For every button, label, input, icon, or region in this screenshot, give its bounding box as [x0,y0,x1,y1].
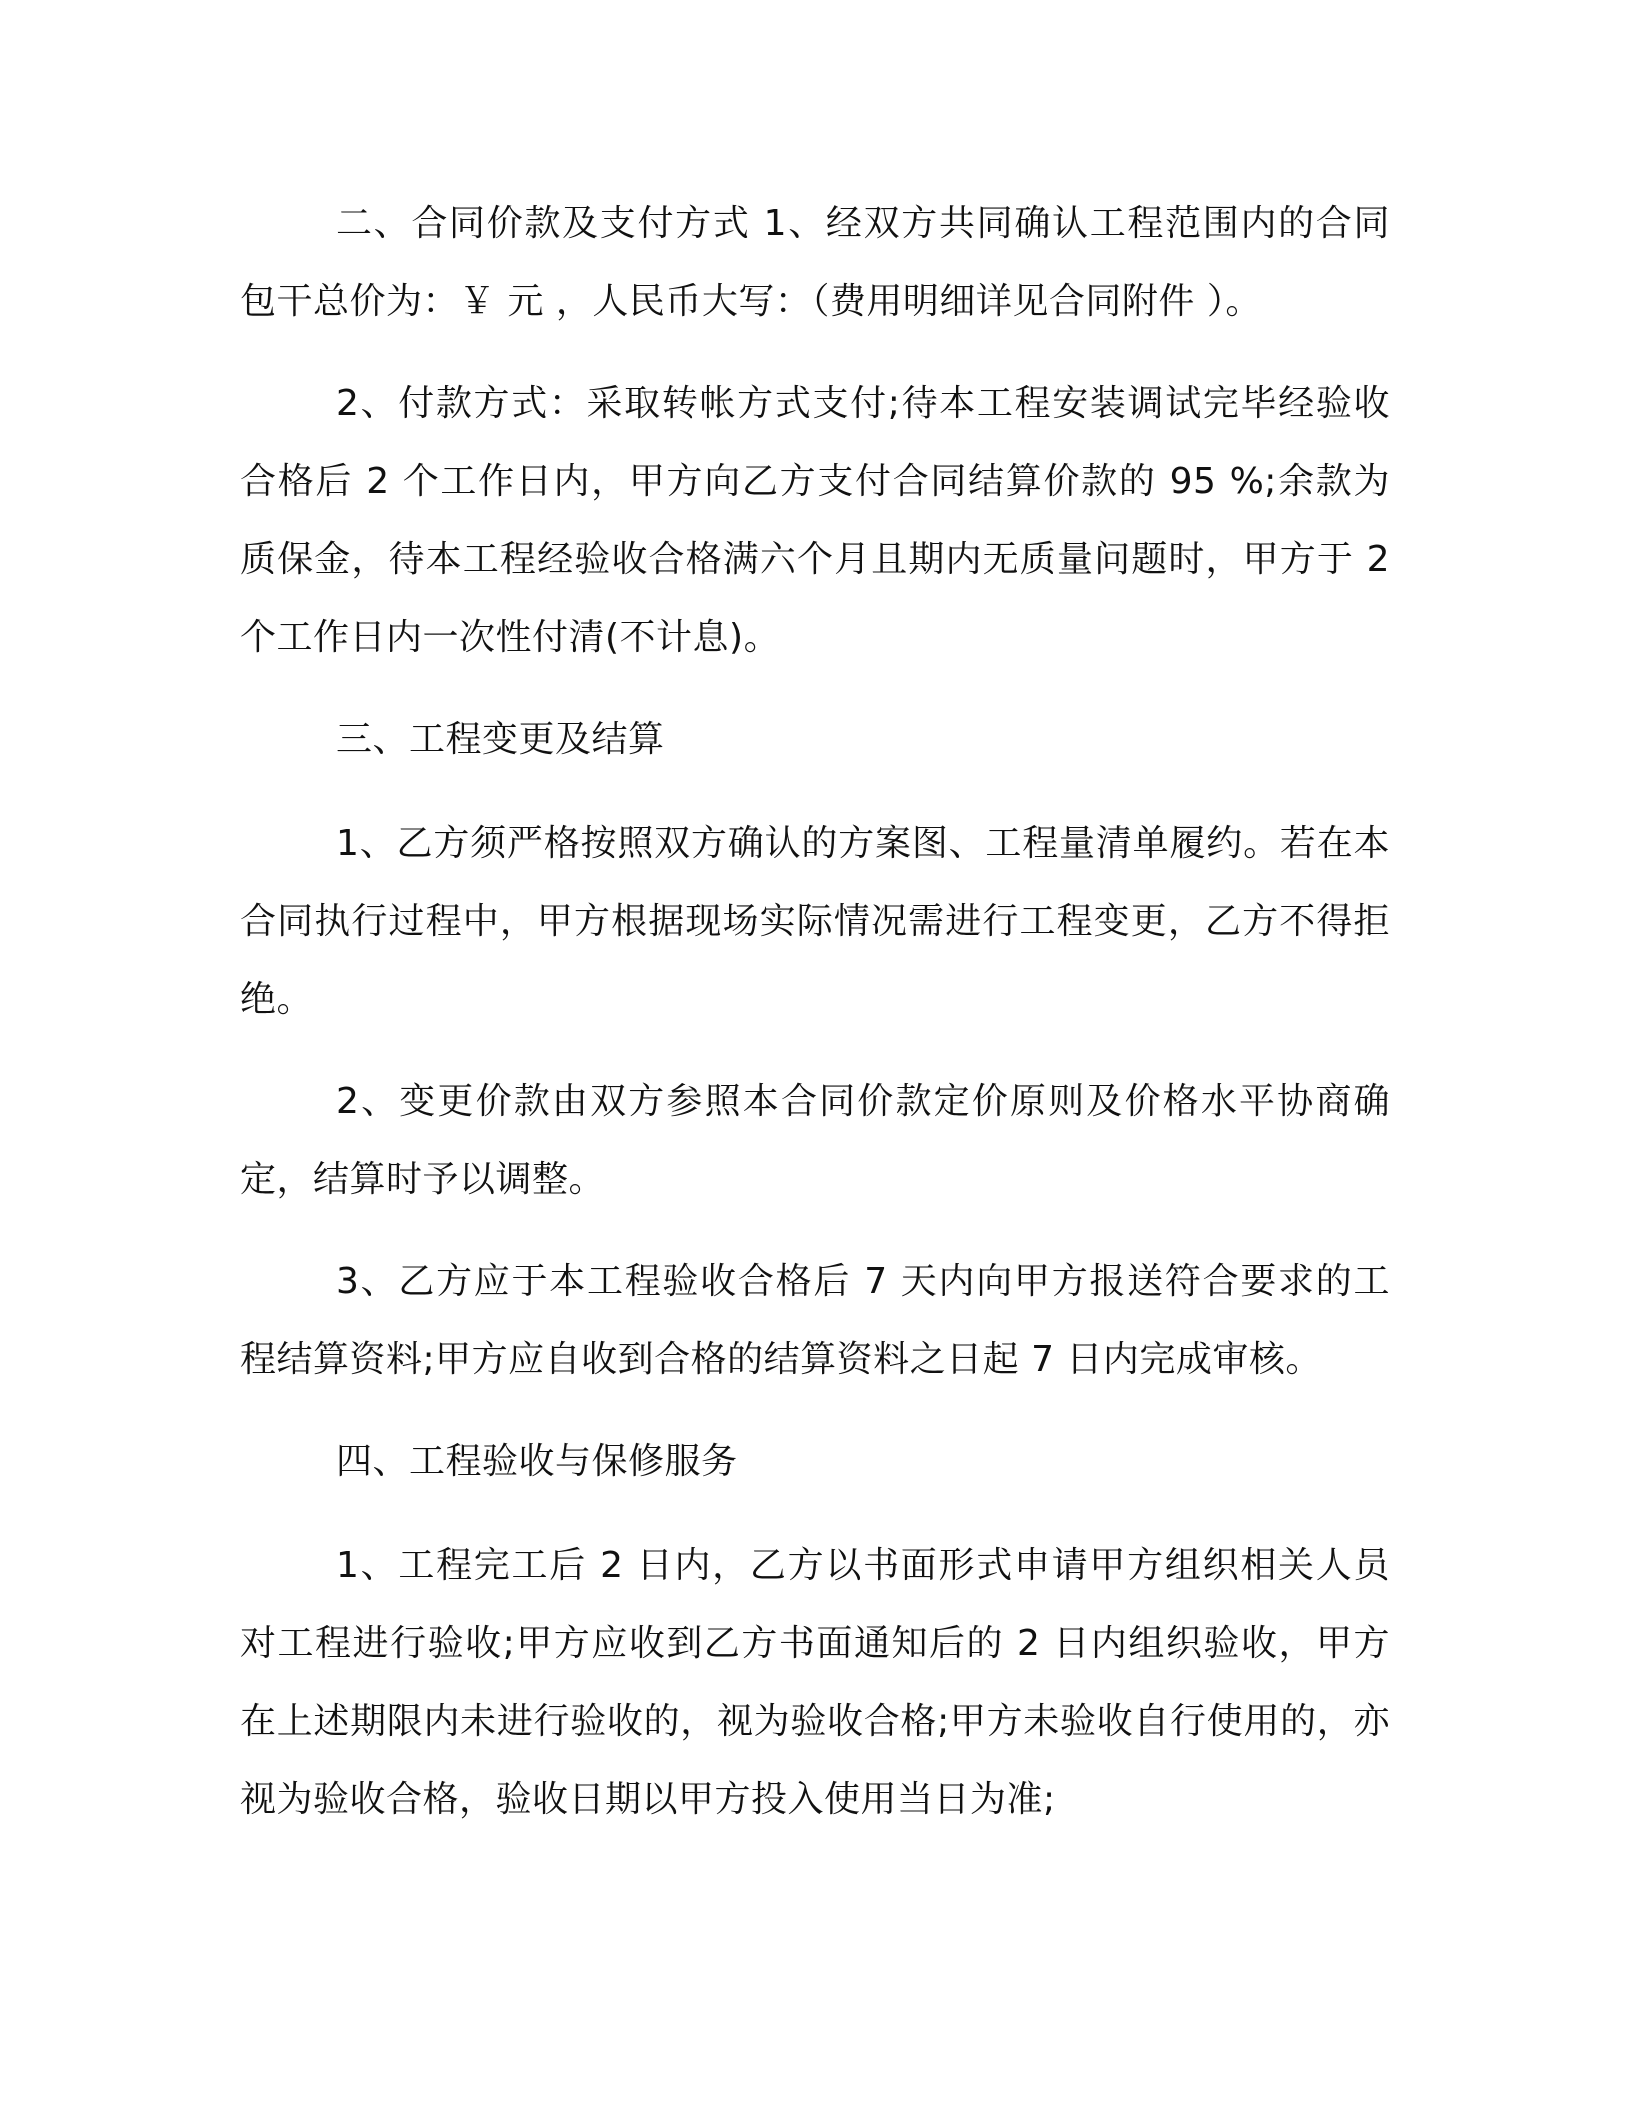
paragraph-change-clause-1: 1、乙方须严格按照双方确认的方案图、工程量清单履约。若在本合同执行过程中，甲方根据现场实际情况需进行工程变更，乙方不得拒绝。 [240,823,1390,1020]
paragraph-change-clause-3: 3、乙方应于本工程验收合格后 7 天内向甲方报送符合要求的工程结算资料;甲方应自收到合格的结算资料之日起 7 日内完成审核。 [240,1261,1390,1380]
paragraph-change-clause-2: 2、变更价款由双方参照本合同价款定价原则及价格水平协商确定，结算时予以调整。 [240,1081,1390,1200]
paragraph-acceptance-clause-1: 1、工程完工后 2 日内，乙方以书面形式申请甲方组织相关人员对工程进行验收;甲方应收到乙方书面通知后的 2 日内组织验收，甲方在上述期限内未进行验收的，视为验收合格;甲方未验收自行使用的，亦视为验收合格，验收日期以甲方投入使用当日为准; [240,1545,1390,1820]
paragraph-payment-method: 2、付款方式：采取转帐方式支付;待本工程安装调试完毕经验收合格后 2 个工作日内，甲方向乙方支付合同结算价款的 95 %;余款为质保金，待本工程经验收合格满六个月且期内无质量问题时，甲方于 2 个工作日内一次性付清(不计息)。 [240,383,1390,658]
section-heading-changes-settlement: 三、工程变更及结算 [336,719,665,760]
document-body [240,185,1390,1863]
section-heading-acceptance-warranty: 四、工程验收与保修服务 [336,1441,738,1482]
paragraph-contract-price: 二、合同价款及支付方式 1、经双方共同确认工程范围内的合同包干总价为：￥ 元 ，人民币大写：（费用明细详见合同附件 ）。 [240,203,1390,322]
